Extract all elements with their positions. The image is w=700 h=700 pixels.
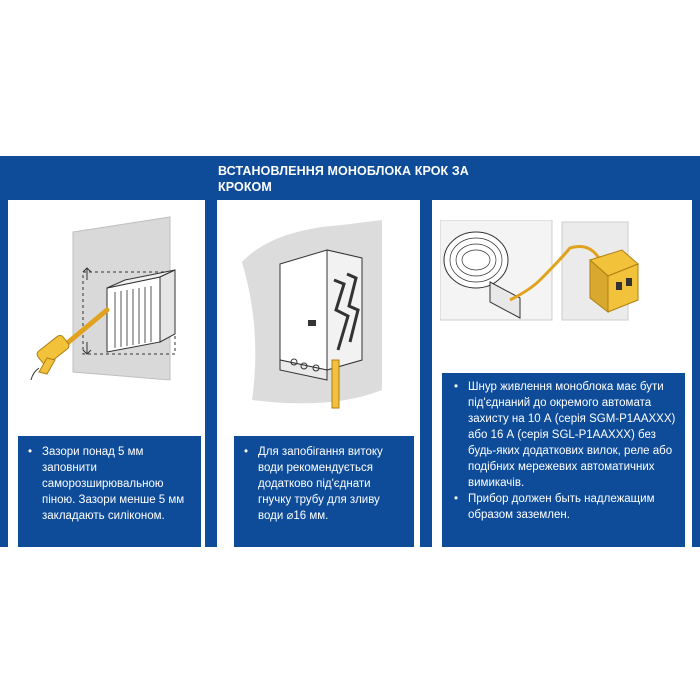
step-1-note [18,436,201,547]
page-title: ВСТАНОВЛЕННЯ МОНОБЛОКА КРОК ЗА КРОКОМ [218,164,469,194]
step-2-note [234,436,414,547]
power-cable-circuit-breaker-illustration [440,220,645,330]
list-item: • Прибор должен быть надлежащим образом заземлен. [452,491,677,523]
monoblock-drain-hose-illustration [232,210,412,410]
step-3-note [442,373,685,547]
list-item: • Шнур живлення моноблока має бути під'єднаний до окремого автомата захисту на 10 А (серія SGM-P1AAXXX) або 16 А (серія SGL-P1AAXXX) без будь-яких додаткових вилок, реле або подібних мережевих автоматичних вимикачів. [452,379,677,491]
list-item: • Для запобігання витоку води рекомендується додатково під'єднати гнучку трубу для зливу води ⌀16 мм. [242,444,406,524]
wall-installation-foam-gun-illustration [25,212,190,387]
list-item: • Зазори понад 5 мм заповнити саморозширювальною піною. Зазори менше 5 мм закладають силіконом. [26,444,193,524]
